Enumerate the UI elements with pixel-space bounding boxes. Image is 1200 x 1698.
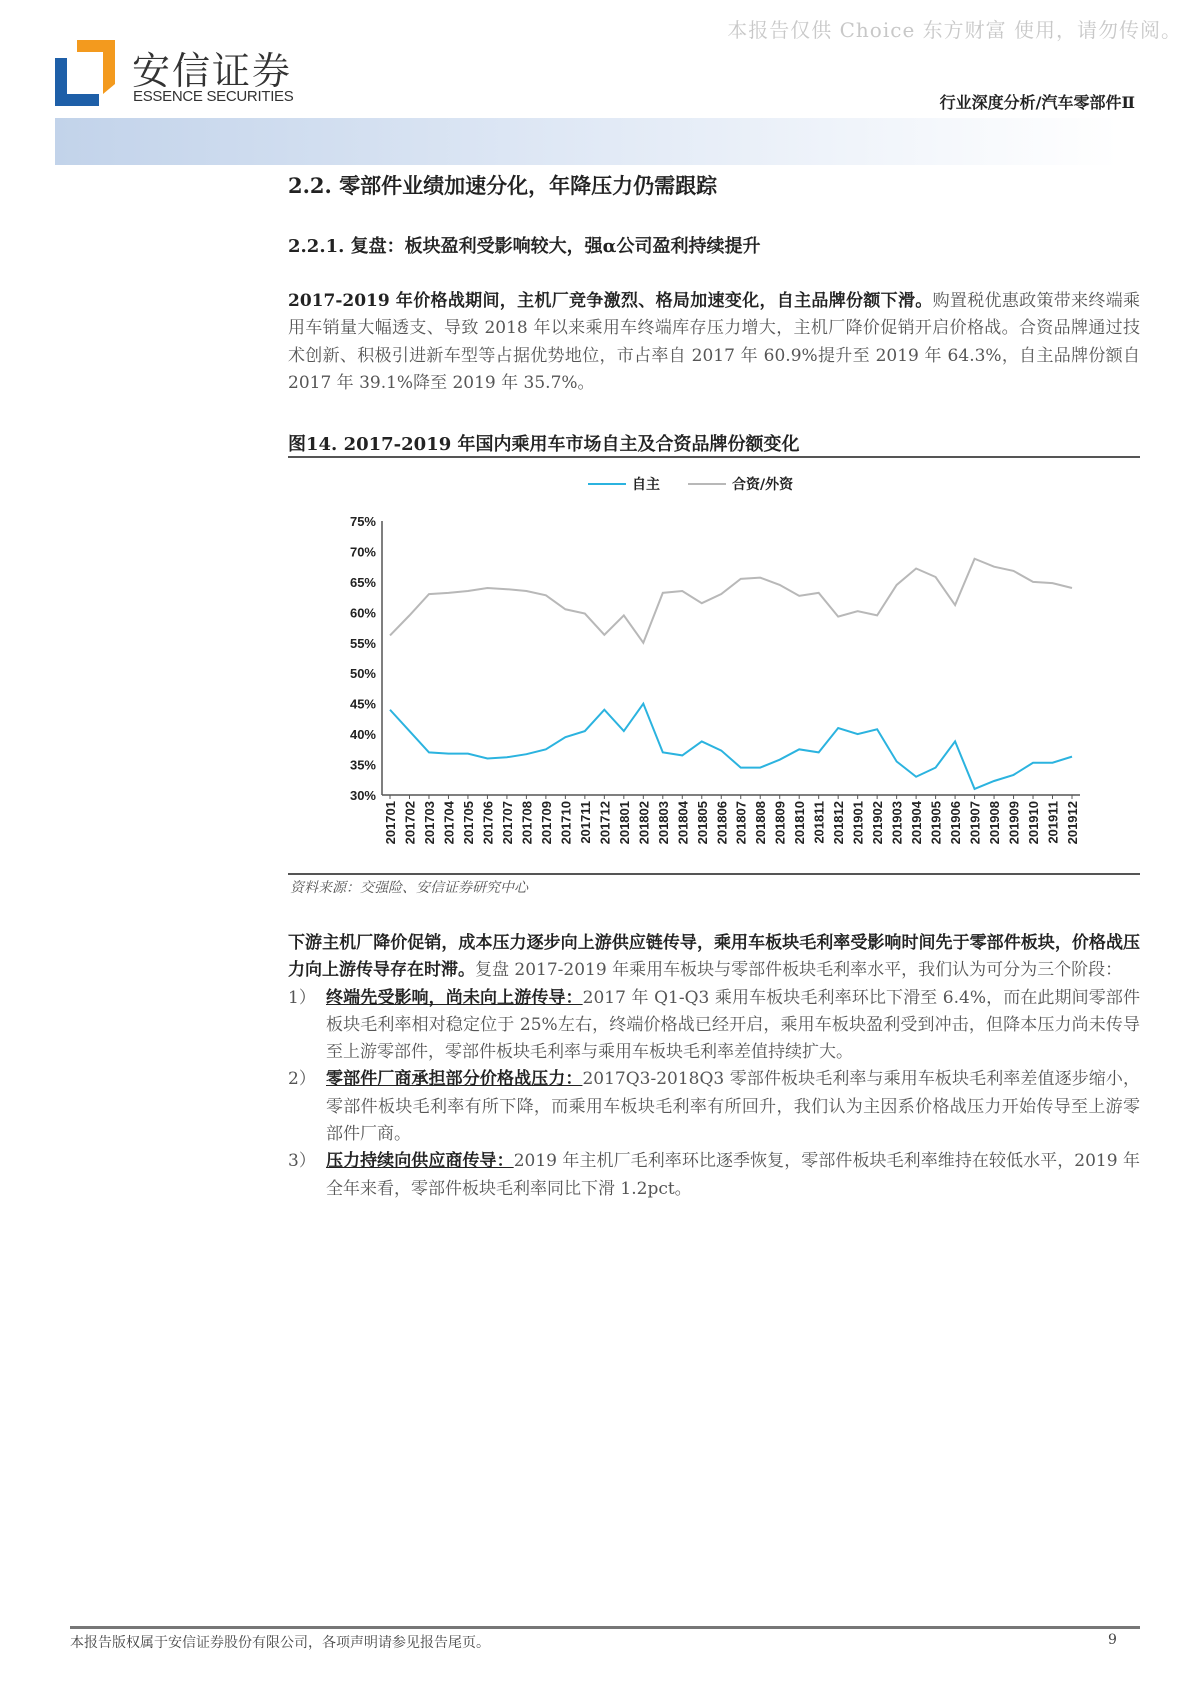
brand-share-chart [288, 462, 1140, 872]
paragraph-1-body: 购置税优惠政策带来终端乘用车销量大幅透支、导致 2018 年以来乘用车终端库存压力增大，主机厂降价促销开启价格战。合资品牌通过技术创新、积极引进新车型等占据优势地位，市占率自 2017 年 60.9%提升至 2019 年 64.3%，自主品牌份额自 2017 年 39.1%降至 2019 年 35.7%。 [288, 291, 1141, 393]
page-number: 9 [1108, 1632, 1117, 1648]
x-tick-label: 201911 [1045, 801, 1061, 844]
list-number: 1） [288, 987, 316, 1008]
y-tick-label: 40% [349, 727, 376, 743]
x-tick-label: 201711 [577, 801, 593, 844]
list-item-text: 2017 年 Q1-Q3 乘用车板块毛利率环比下滑至 6.4%，而在此期间零部件板块毛利率相对稳定位于 25%左右，终端价格战已经开启，乘用车板块盈利受到冲击，但降本压力尚未传导至上游零部件，零部件板块毛利率与乘用车板块毛利率差值持续扩大。 [326, 987, 1140, 1063]
paragraph-1-lead: 2017-2019 年价格战期间，主机厂竞争激烈、格局加速变化，自主品牌份额下滑。 [288, 291, 933, 311]
footer-disclaimer: 本报告版权属于安信证券股份有限公司，各项声明请参见报告尾页。 [70, 1635, 490, 1651]
list-item [288, 1148, 1140, 1203]
x-tick-label: 201706 [480, 801, 496, 845]
legend-label: 自主 [632, 477, 660, 493]
y-tick-label: 65% [349, 574, 376, 590]
x-tick-label: 201905 [928, 801, 944, 845]
x-tick-label: 201908 [987, 801, 1003, 845]
list-item-head: 终端先受影响，尚未向上游传导： [326, 987, 583, 1008]
source-rule [288, 873, 1140, 875]
x-tick-label: 201912 [1065, 801, 1080, 845]
x-tick-label: 201705 [460, 801, 476, 845]
list-number: 3） [288, 1151, 316, 1172]
paragraph-1 [288, 288, 1140, 397]
logo-text-cn: 安信证券 [132, 49, 293, 93]
y-tick-label: 35% [349, 757, 376, 773]
x-tick-label: 201910 [1026, 801, 1042, 845]
y-tick-label: 55% [349, 635, 376, 651]
x-tick-label: 201901 [850, 801, 866, 845]
paragraph-2-body: 复盘 2017-2019 年乘用车板块与零部件板块毛利率水平，我们认为可分为三个阶段： [475, 960, 1123, 981]
list-item-head: 压力持续向供应商传导： [326, 1151, 514, 1172]
list-item-text: 2017Q3-2018Q3 零部件板块毛利率与乘用车板块毛利率差值逐步缩小，零部件板块毛利率有所下降，而乘用车板块毛利率有所回升，我们认为主因系价格战压力开始传导至上游零部件厂商。 [326, 1069, 1140, 1145]
footer-rule [70, 1626, 1140, 1629]
x-tick-label: 201906 [948, 801, 964, 845]
header-band [55, 118, 1175, 165]
list-item [288, 985, 1140, 1067]
y-tick-label: 50% [349, 666, 376, 682]
list-number: 2） [288, 1069, 316, 1090]
legend-label: 合资/外资 [732, 477, 794, 493]
x-tick-label: 201807 [733, 801, 749, 845]
x-tick-label: 201909 [1006, 801, 1022, 845]
x-tick-label: 201805 [694, 801, 710, 845]
x-tick-label: 201809 [772, 801, 788, 845]
x-tick-label: 201702 [402, 801, 418, 845]
x-tick-label: 201712 [597, 801, 613, 845]
figure-title: 图14. 2017-2019 年国内乘用车市场自主及合资品牌份额变化 [288, 434, 800, 455]
x-tick-label: 201709 [538, 801, 554, 845]
list-item-head: 零部件厂商承担部分价格战压力： [326, 1069, 583, 1090]
x-tick-label: 201703 [421, 801, 437, 845]
y-tick-label: 75% [349, 514, 376, 529]
x-tick-label: 201812 [831, 801, 847, 845]
y-tick-label: 45% [349, 696, 376, 712]
x-tick-label: 201701 [383, 801, 398, 845]
x-tick-label: 201903 [889, 801, 905, 845]
y-tick-label: 60% [349, 605, 376, 621]
x-tick-label: 201902 [870, 801, 886, 845]
x-tick-label: 201704 [441, 801, 457, 845]
series-line-domestic [390, 704, 1072, 789]
essence-logo-icon [55, 40, 115, 106]
x-tick-label: 201904 [909, 801, 925, 845]
report-category: 行业深度分析/汽车零部件Ⅱ [939, 93, 1135, 112]
paragraph-2-lead: 下游主机厂降价促销，成本压力逐步向上游供应链传导，乘用车板块毛利率受影响时间先于零部件板块，价格战压力向上游传导存在时滞。 [288, 933, 1140, 981]
x-tick-label: 201708 [519, 801, 535, 845]
x-tick-label: 201811 [811, 801, 827, 844]
x-tick-label: 201804 [675, 801, 691, 845]
x-tick-label: 201803 [655, 801, 671, 845]
x-tick-label: 201707 [499, 801, 515, 845]
x-tick-label: 201710 [558, 801, 574, 845]
paragraph-2 [288, 930, 1140, 1203]
section-heading: 2.2. 零部件业绩加速分化，年降压力仍需跟踪 [288, 173, 718, 198]
watermark: 本报告仅供 Choice 东方财富 使用，请勿传阅。 [727, 18, 1182, 42]
list-item-text: 2019 年主机厂毛利率环比逐季恢复，零部件板块毛利率维持在较低水平，2019 年全年来看，零部件板块毛利率同比下滑 1.2pct。 [326, 1151, 1140, 1199]
x-tick-label: 201808 [753, 801, 769, 845]
list-item [288, 1066, 1140, 1148]
figure-rule [288, 456, 1140, 458]
x-tick-label: 201806 [714, 801, 730, 845]
y-tick-label: 30% [349, 788, 376, 803]
figure-source: 资料来源：交强险、安信证券研究中心 [290, 880, 528, 896]
series-line-jv [390, 559, 1072, 643]
subsection-heading: 2.2.1. 复盘：板块盈利受影响较大，强α公司盈利持续提升 [288, 236, 761, 257]
y-tick-label: 70% [349, 544, 376, 560]
logo-text-en: ESSENCE SECURITIES [133, 88, 294, 105]
x-tick-label: 201801 [616, 801, 632, 845]
x-tick-label: 201907 [967, 801, 983, 845]
x-tick-label: 201810 [792, 801, 808, 845]
x-tick-label: 201802 [636, 801, 652, 845]
